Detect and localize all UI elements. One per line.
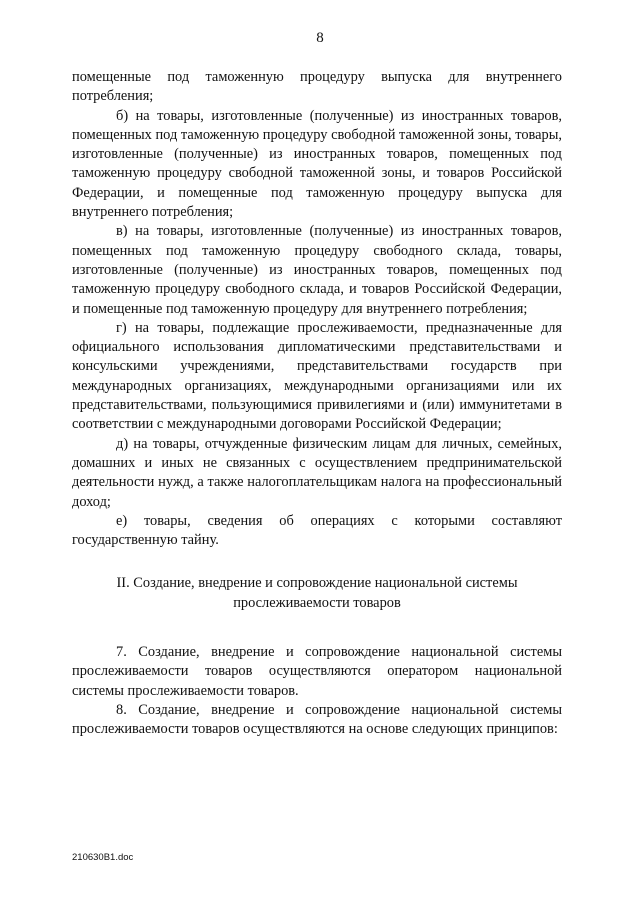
paragraph-continuation: помещенные под таможенную процедуру выпуска для внутреннего потребления; [72, 69, 562, 105]
section-heading-line-1: II. Создание, внедрение и сопровождение национальной системы [116, 575, 518, 592]
page-number: 8 [316, 30, 324, 46]
paragraph-item-d: д) на товары, отчужденные физическим лицам для личных, семейных, домашних и иных не связанных с осуществлением предпринимательской деятельности нужд, а также налогоплательщикам налога на профессиональный доход; [72, 435, 562, 510]
paragraph-item-b: б) на товары, изготовленные (полученные) из иностранных товаров, помещенных под таможенную процедуру свободной таможенной зоны, товары, изготовленные (полученные) из иностранных товаров, помещенных под таможенную процедуру свободной таможенной зоны, и товаров Российской Федерации, и помещенные под таможенную процедуру выпуска для внутреннего потребления; [72, 107, 562, 221]
paragraph-clause-8: 8. Создание, внедрение и сопровождение национальной системы прослеживаемости товаров осуществляются на основе следующих принципов: [72, 701, 562, 738]
paragraph-item-g: г) на товары, подлежащие прослеживаемости, предназначенные для официального использования дипломатическими представительствами и консульскими учреждениями, представительствами государств при международных организациях, международными организациями или их представительствами, пользующимися привилегиями и (или) иммунитетами в соответствии с международными договорами Российской Федерации; [72, 319, 562, 433]
paragraph-item-e: е) товары, сведения об операциях с которыми составляют государственную тайну. [72, 512, 562, 549]
paragraph-clause-7: 7. Создание, внедрение и сопровождение национальной системы прослеживаемости товаров осуществляются оператором национальной системы прослеживаемости товаров. [72, 644, 562, 699]
section-heading-line-2: прослеживаемости товаров [233, 594, 401, 611]
document-body [72, 68, 562, 740]
section-heading [72, 574, 562, 613]
paragraph-item-v: в) на товары, изготовленные (полученные) из иностранных товаров, помещенных под таможенную процедуру свободного склада, товары, изготовленные (полученные) из иностранных товаров, помещенных под таможенную процедуру свободного склада, и товаров Российской Федерации, и помещенные под таможенную процедуру для внутреннего потребления; [72, 223, 562, 317]
footer-filename: 210630B1.doc [72, 852, 134, 863]
